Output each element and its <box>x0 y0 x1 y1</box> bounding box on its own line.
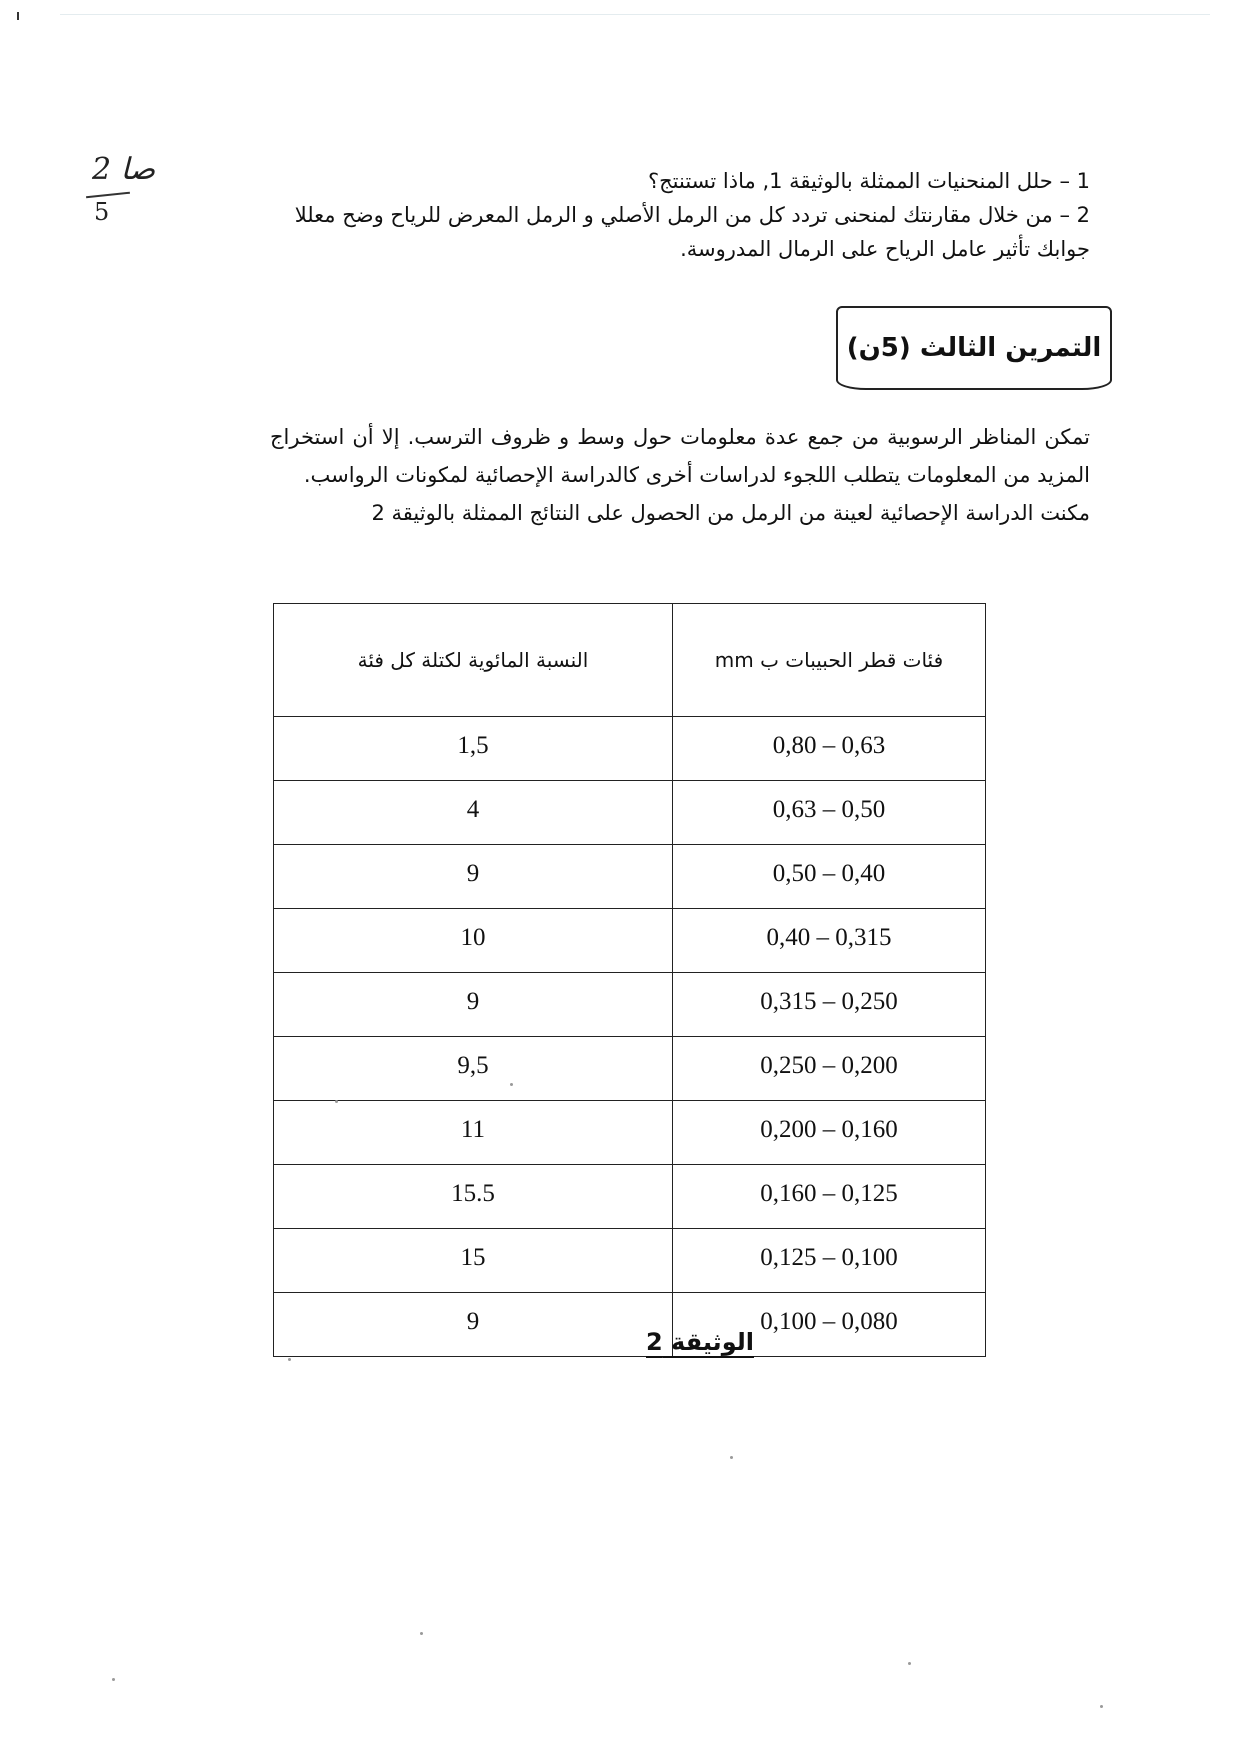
cell-percentage: 15 <box>274 1229 673 1293</box>
header-percentage: النسبة المائوية لكتلة كل فئة <box>274 604 673 717</box>
table-row <box>274 1229 986 1293</box>
document-label: الوثيقة 2 <box>646 1328 754 1356</box>
cell-diameter: 0,100 – 0,080 <box>672 1293 985 1357</box>
cell-diameter: 0,160 – 0,125 <box>672 1165 985 1229</box>
table-row <box>274 1101 986 1165</box>
scan-speck <box>288 1358 291 1361</box>
cell-percentage: 10 <box>274 909 673 973</box>
exercise-heading: التمرين الثالث (5ن) <box>846 333 1102 363</box>
table-row <box>274 1037 986 1101</box>
cell-diameter: 0,125 – 0,100 <box>672 1229 985 1293</box>
table-row <box>274 1165 986 1229</box>
scan-speck <box>730 1456 733 1459</box>
table-header-row <box>274 604 986 717</box>
table-row <box>274 781 986 845</box>
cell-percentage: 9 <box>274 973 673 1037</box>
cell-diameter: 0,200 – 0,160 <box>672 1101 985 1165</box>
header-diameter: فئات قطر الحبيبات ب mm <box>672 604 985 717</box>
scan-speck <box>510 1083 513 1086</box>
cell-percentage: 9 <box>274 1293 673 1357</box>
cell-percentage: 9 <box>274 845 673 909</box>
table-row <box>274 909 986 973</box>
table-row <box>274 1293 986 1357</box>
page-number <box>80 150 160 230</box>
cell-diameter: 0,50 – 0,40 <box>672 845 985 909</box>
cell-percentage: 9,5 <box>274 1037 673 1101</box>
table-row <box>274 845 986 909</box>
page-number-bottom: 5 <box>94 198 110 226</box>
cell-diameter: 0,315 – 0,250 <box>672 973 985 1037</box>
scan-edge-line <box>60 14 1210 15</box>
table-body <box>274 717 986 1357</box>
questions-block <box>270 164 1090 266</box>
scan-speck <box>1100 1705 1103 1708</box>
scan-mark <box>17 12 19 20</box>
intro-paragraph-2: مكنت الدراسة الإحصائية لعينة من الرمل من الحصول على النتائج الممثلة بالوثيقة 2 <box>371 501 1090 525</box>
cell-diameter: 0,63 – 0,50 <box>672 781 985 845</box>
cell-diameter: 0,80 – 0,63 <box>672 717 985 781</box>
question-2: 2 – من خلال مقارنتك لمنحنى تردد كل من الرمل الأصلي و الرمل المعرض للرياح وضح معللا جوابك تأثير عامل الرياح على الرمال المدروسة. <box>294 203 1090 261</box>
table-row <box>274 717 986 781</box>
question-1: 1 – حلل المنحنيات الممثلة بالوثيقة 1, ماذا تستنتج؟ <box>647 169 1090 193</box>
scan-speck <box>335 1100 338 1103</box>
cell-percentage: 11 <box>274 1101 673 1165</box>
scan-speck <box>908 1662 911 1665</box>
scan-speck <box>112 1678 115 1681</box>
page-number-top: صا 2 <box>92 152 156 187</box>
intro-paragraph-1: تمكن المناظر الرسوبية من جمع عدة معلومات حول وسط و ظروف الترسب. إلا أن استخراج المزيد من المعلومات يتطلب اللجوء لدراسات أخرى كالدراسة الإحصائية لمكونات الرواسب. <box>270 425 1090 487</box>
intro-text <box>270 418 1090 532</box>
scan-speck <box>420 1632 423 1635</box>
table-row <box>274 973 986 1037</box>
grain-size-table <box>273 603 986 1357</box>
cell-diameter: 0,250 – 0,200 <box>672 1037 985 1101</box>
cell-diameter: 0,40 – 0,315 <box>672 909 985 973</box>
exercise-heading-box <box>836 306 1112 390</box>
cell-percentage: 4 <box>274 781 673 845</box>
cell-percentage: 1,5 <box>274 717 673 781</box>
cell-percentage: 15.5 <box>274 1165 673 1229</box>
